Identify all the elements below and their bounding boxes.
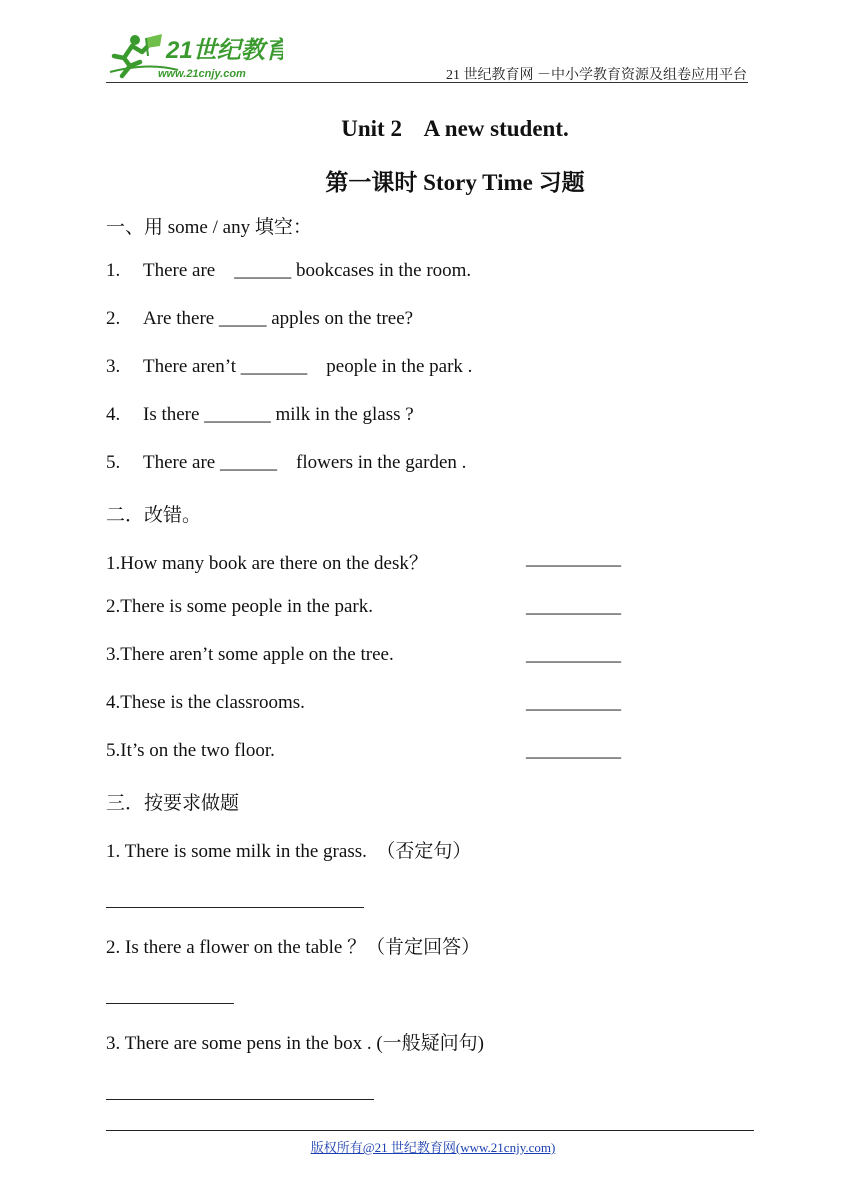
answer-blank[interactable]: __________ xyxy=(526,548,621,569)
answer-line[interactable] xyxy=(106,1003,234,1004)
item-text: There aren’t _______ people in the park . xyxy=(143,356,473,377)
runner-logo-icon xyxy=(108,32,283,82)
answer-blank[interactable]: __________ xyxy=(526,740,621,761)
section2-heading: 二．改错。 xyxy=(106,505,202,526)
footer-copyright-link[interactable]: 版权所有@21 世纪教育网(www.21cnjy.com) xyxy=(310,1140,556,1155)
page-title: Unit 2 A new student. xyxy=(341,116,569,141)
item-number: 4. xyxy=(106,404,121,425)
answer-blank[interactable]: __________ xyxy=(526,692,621,713)
item-text: Are there _____ apples on the tree? xyxy=(143,308,414,329)
item-number: 2. xyxy=(106,308,121,329)
item-text: There are ______ bookcases in the room. xyxy=(143,260,472,281)
answer-line[interactable] xyxy=(106,1099,374,1100)
item-text: 4.These is the classrooms. xyxy=(106,692,305,713)
item-text: 2.There is some people in the park. xyxy=(106,596,373,617)
item-number: 3. xyxy=(106,356,121,377)
section3-item-text: 3. There are some pens in the box . (一般疑问句) xyxy=(106,1033,484,1054)
section3-item-text: 2. Is there a flower on the table ？（肯定回答） xyxy=(106,937,481,958)
item-text: 1.How many book are there on the desk？ xyxy=(106,553,428,574)
section3-item-text: 1. There is some milk in the grass. （否定句） xyxy=(106,841,472,862)
logo xyxy=(108,32,283,82)
footer-divider xyxy=(106,1130,754,1131)
header-divider xyxy=(106,82,748,83)
answer-blank[interactable]: __________ xyxy=(526,644,621,665)
item-number: 1. xyxy=(106,260,121,281)
svg-text:21世纪教育: 21世纪教育 xyxy=(166,37,283,64)
item-text: There are ______ flowers in the garden . xyxy=(143,452,467,473)
item-text: Is there _______ milk in the glass ? xyxy=(143,404,414,425)
section1-heading: 一、用 some / any 填空： xyxy=(106,217,312,238)
item-number: 5. xyxy=(106,452,121,473)
answer-blank[interactable]: __________ xyxy=(526,596,621,617)
lesson-subtitle: 第一课时 Story Time 习题 xyxy=(325,170,585,195)
answer-line[interactable] xyxy=(106,907,364,908)
item-text: 3.There aren’t some apple on the tree. xyxy=(106,644,394,665)
header-site-name: 21 世纪教育网 －中小学教育资源及组卷应用平台 xyxy=(446,68,747,83)
section3-heading: 三．按要求做题 xyxy=(106,793,240,814)
svg-text:www.21cnjy.com: www.21cnjy.com xyxy=(158,68,246,80)
item-text: 5.It’s on the two floor. xyxy=(106,740,275,761)
